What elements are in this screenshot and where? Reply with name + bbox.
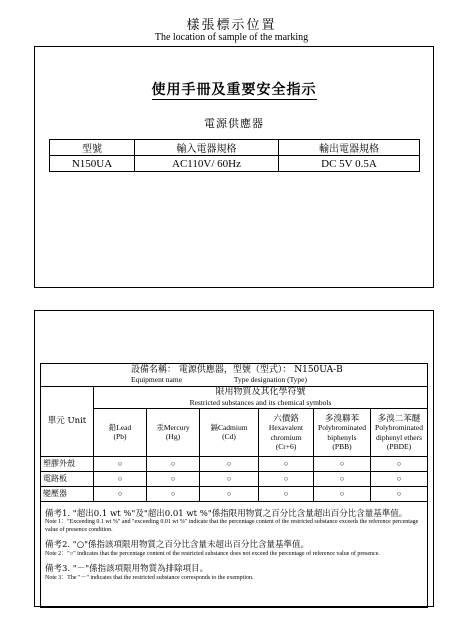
note-1: 備考1. "超出0.1 wt %"及"超出0.01 wt %"係指限用物質之百分比含量超出百分比含量基準值。 Note 1："Exceeding 0.1 wt %" and "exceeding 0.01 wt %" indicate that the percentage content of the restricted substance exceeds the reference percentage value of presence condition. — [45, 508, 419, 533]
restricted-en: Restricted substances and its chemical symbols — [189, 398, 332, 408]
cell-mark: ○ — [200, 456, 259, 471]
cell-mark: ○ — [94, 456, 147, 471]
spec-output: DC 5V 0.5A — [279, 156, 420, 172]
unit-header: 單元 Unit — [41, 387, 94, 457]
cell-mark: ○ — [200, 486, 259, 501]
cell-mark: ○ — [147, 486, 200, 501]
spec-input: AC110V/ 60Hz — [135, 156, 279, 172]
substance-lead: 鉛Lead (Pb) — [94, 408, 147, 456]
cell-mark: ○ — [94, 486, 147, 501]
cell-mark: ○ — [314, 471, 371, 486]
page-title: 樣張標示位置 — [186, 18, 277, 33]
unit-name: 變壓器 — [41, 486, 94, 501]
substance-pbb: 多溴聯苯 Polybrominated biphenyls (PBB) — [314, 408, 371, 456]
restricted-zh: 限用物質及其化學符號 — [215, 387, 306, 397]
spec-header-output: 輸出電器規格 — [279, 140, 420, 156]
table-row — [41, 486, 428, 501]
cell-mark: ○ — [147, 456, 200, 471]
manual-label-frame — [34, 46, 434, 288]
note-3: 備考3. "－"係指該項限用物質為排除項目。 Note 3：The "－" indicates that the restricted substance corresponds to the exemption. — [45, 564, 254, 581]
cell-mark: ○ — [259, 486, 314, 501]
cell-mark: ○ — [371, 471, 428, 486]
cell-mark: ○ — [94, 471, 147, 486]
cell-mark: ○ — [200, 471, 259, 486]
cell-mark: ○ — [147, 471, 200, 486]
equipment-name-en: Equipment name — [131, 374, 183, 384]
substance-cadmium: 鎘Cadmium (Cd) — [200, 408, 259, 456]
cell-mark: ○ — [314, 456, 371, 471]
cell-mark: ○ — [371, 456, 428, 471]
type-designation-en: Type designation (Type) — [233, 374, 308, 384]
cell-mark: ○ — [259, 471, 314, 486]
manual-title: 使用手冊及重要安全指示 — [151, 82, 317, 98]
rohs-table — [40, 363, 428, 608]
note-2: 備考2. "○"係指該項限用物質之百分比含量未超出百分比含量基準值。 Note 2："○" indicates that the percentage content of the restricted substance does not exceed the percentage of reference value of presence. — [45, 540, 380, 557]
page-subtitle: The location of sample of the marking — [154, 32, 309, 43]
substance-hexavalent-chromium: 六價鉻 Hexavalent chromium (Cr+6) — [259, 408, 314, 456]
spec-header-model: 型號 — [50, 140, 135, 156]
product-name: 電源供應器 — [204, 117, 264, 130]
spec-model: N150UA — [50, 156, 135, 172]
substance-pbde: 多溴二苯醚 Polybrominated diphenyl ethers (PBDE) — [371, 408, 428, 456]
cell-mark: ○ — [314, 486, 371, 501]
cell-mark: ○ — [371, 486, 428, 501]
unit-name: 塑膠外殼 — [41, 456, 94, 471]
substance-mercury: 汞Mercury (Hg) — [147, 408, 200, 456]
spec-header-input: 輸入電器規格 — [135, 140, 279, 156]
cell-mark: ○ — [259, 456, 314, 471]
spec-table — [49, 139, 420, 172]
unit-name: 電路板 — [41, 471, 94, 486]
table-row — [41, 456, 428, 471]
equipment-line: 設備名稱： 電源供應器，型號（型式）： N150UA-B — [131, 364, 343, 375]
table-row — [41, 471, 428, 486]
rohs-label-frame — [34, 310, 434, 607]
